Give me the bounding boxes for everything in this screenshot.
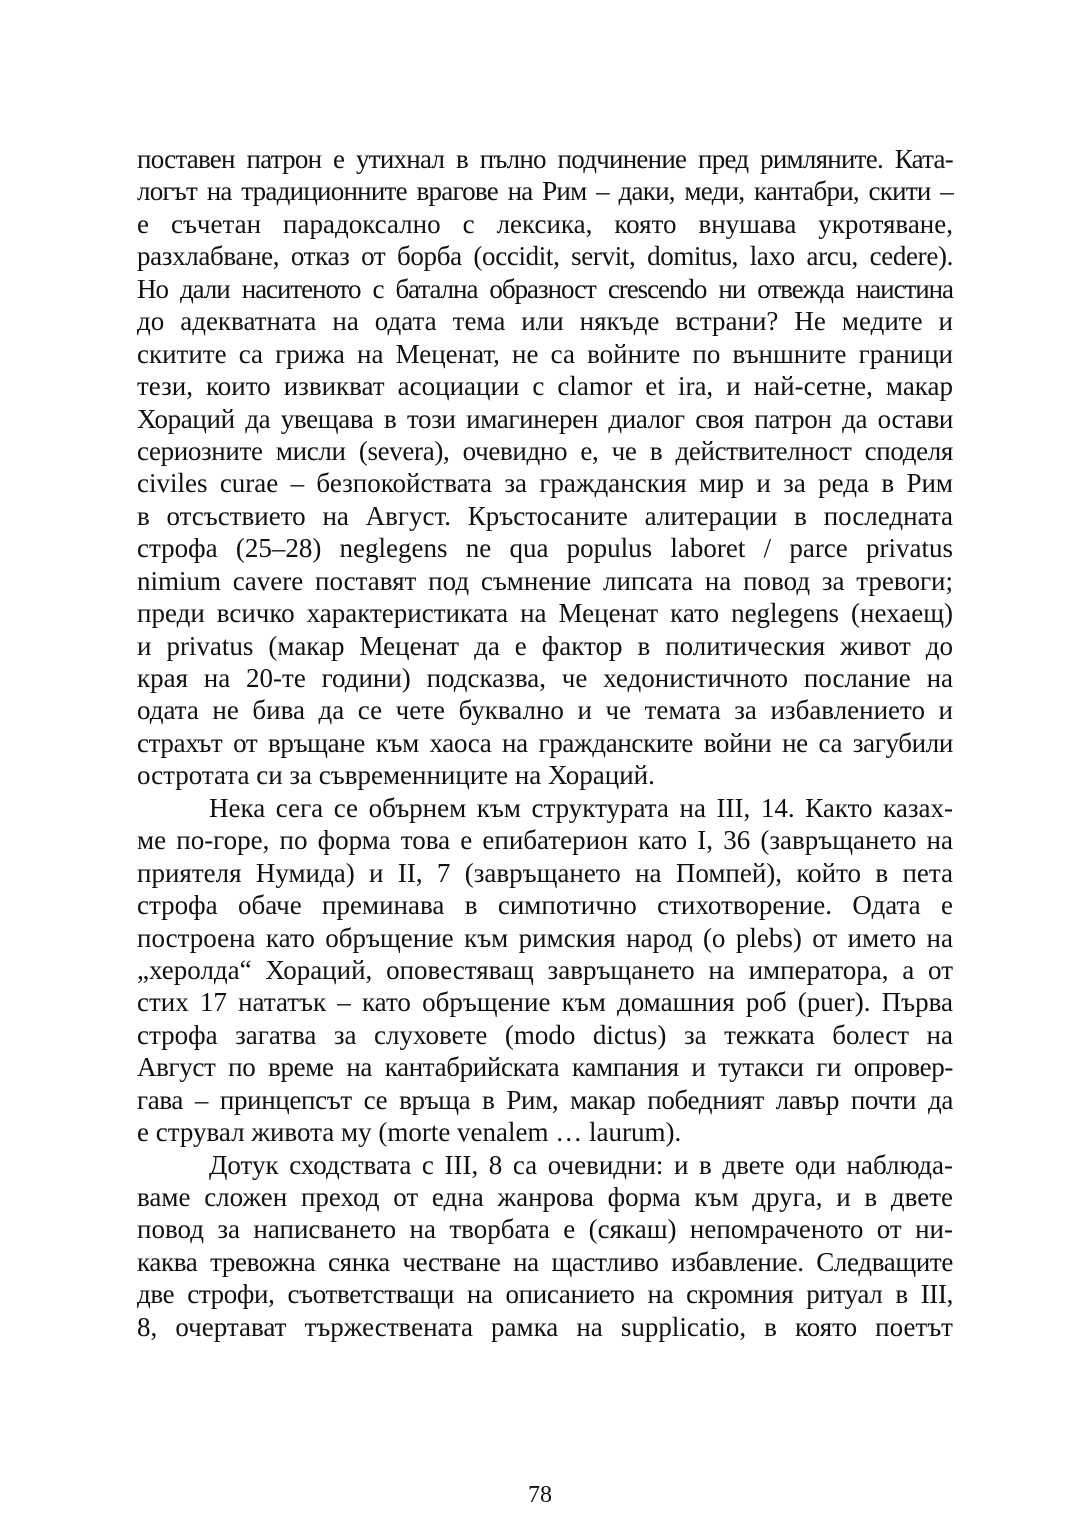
text-line: две строфи, съответстващи на описанието на скромния ритуал в III, bbox=[137, 1279, 953, 1310]
text-line: е съчетан парадоксално с лексика, която внушава укротяване, bbox=[137, 208, 953, 239]
paragraph-2 bbox=[137, 792, 953, 1149]
text-line: поставен патрон е утихнал в пълно подчинение пред римляните. Ката- bbox=[137, 144, 953, 174]
text-line: края на 20-те години) подсказва, че хедонистичното послание на bbox=[137, 663, 953, 693]
text-line: строфа загатва за слуховете (modo dictus) за тежката болест на bbox=[137, 1019, 953, 1050]
text-line: и privatus (макар Меценат да е фактор в политическия живот до bbox=[137, 630, 953, 661]
text-line: в отсъствието на Август. Кръстосаните алитерации в последната bbox=[137, 500, 953, 531]
text-line: логът на традиционните врагове на Рим – даки, меди, кантабри, скити – bbox=[137, 176, 953, 207]
paragraph-1 bbox=[137, 143, 953, 792]
text-line: одата не бива да се чете буквално и че темата за избавлението и bbox=[137, 695, 953, 726]
text-line: страхът от връщане към хаоса на гражданските войни не са загубили bbox=[137, 727, 953, 758]
text-line: повод за написването на творбата е (сякаш) непомраченото от ни- bbox=[137, 1214, 953, 1245]
text-line: тези, които извикват асоциации с clamor et ira, и най-сетне, макар bbox=[137, 371, 953, 402]
text-line: Но дали наситеното с батална образност crescendo ни отвежда наистина bbox=[137, 273, 953, 304]
text-line: „херолда“ Хораций, оповестяващ завръщането на императора, а от bbox=[137, 954, 953, 985]
text-line: Хораций да увещава в този имагинерен диалог своя патрон да остави bbox=[137, 403, 953, 434]
text-line: гава – принцепсът се връща в Рим, макар победният лавър почти да bbox=[137, 1084, 953, 1115]
text-line: е струвал живота му (morte venalem … laurum). bbox=[137, 1117, 682, 1148]
text-line: построена като обръщение към римския народ (o plebs) от името на bbox=[137, 922, 953, 953]
text-line: преди всичко характеристиката на Меценат като neglegens (нехаещ) bbox=[137, 598, 953, 629]
text-line: Нека сега се обърнем към структурата на III, 14. Както казах- bbox=[209, 792, 953, 823]
text-line: скитите са грижа на Меценат, не са войните по външните граници bbox=[137, 338, 953, 369]
text-line: остротата си за съвременниците на Хораций. bbox=[137, 760, 655, 791]
text-line: приятеля Нумида) и II, 7 (завръщането на Помпей), който в пета bbox=[137, 857, 953, 888]
book-page-text bbox=[137, 143, 953, 1343]
text-line: ме по-горе, по форма това е епибатерион като I, 36 (завръщането на bbox=[137, 825, 953, 856]
text-line: Август по време на кантабрийската кампания и тутакси ги опровер- bbox=[137, 1052, 953, 1083]
text-line: строфа (25–28) neglegens ne qua populus laboret / parce privatus bbox=[137, 533, 953, 564]
page-number: 78 bbox=[528, 1482, 552, 1508]
text-line: каква тревожна сянка честване на щастливо избавление. Следващите bbox=[137, 1246, 953, 1277]
text-line: до адекватната на одата тема или някъде встрани? Не медите и bbox=[137, 306, 953, 337]
text-line: сериозните мисли (severa), очевидно е, че в действителност споделя bbox=[137, 435, 953, 466]
text-line: разхлабване, отказ от борба (occidit, servit, domitus, laxo arcu, cedere). bbox=[137, 241, 953, 272]
text-line: ваме сложен преход от една жанрова форма към друга, и в двете bbox=[137, 1182, 953, 1212]
text-line: nimium cavere поставят под съмнение липсата на повод за тревоги; bbox=[137, 565, 953, 596]
text-line: стих 17 нататък – като обръщение към домашния роб (puer). Първа bbox=[137, 987, 953, 1018]
text-line: строфа обаче преминава в симпотично стихотворение. Одата е bbox=[137, 890, 953, 921]
text-line: civiles curae – безпокойствата за гражданския мир и за реда в Рим bbox=[137, 468, 953, 499]
text-line: 8, очертават тържествената рамка на supplicatio, в която поетът bbox=[137, 1311, 953, 1342]
text-line: Дотук сходствата с III, 8 са очевидни: и в двете оди наблюда- bbox=[209, 1149, 953, 1180]
paragraph-3 bbox=[137, 1149, 953, 1344]
